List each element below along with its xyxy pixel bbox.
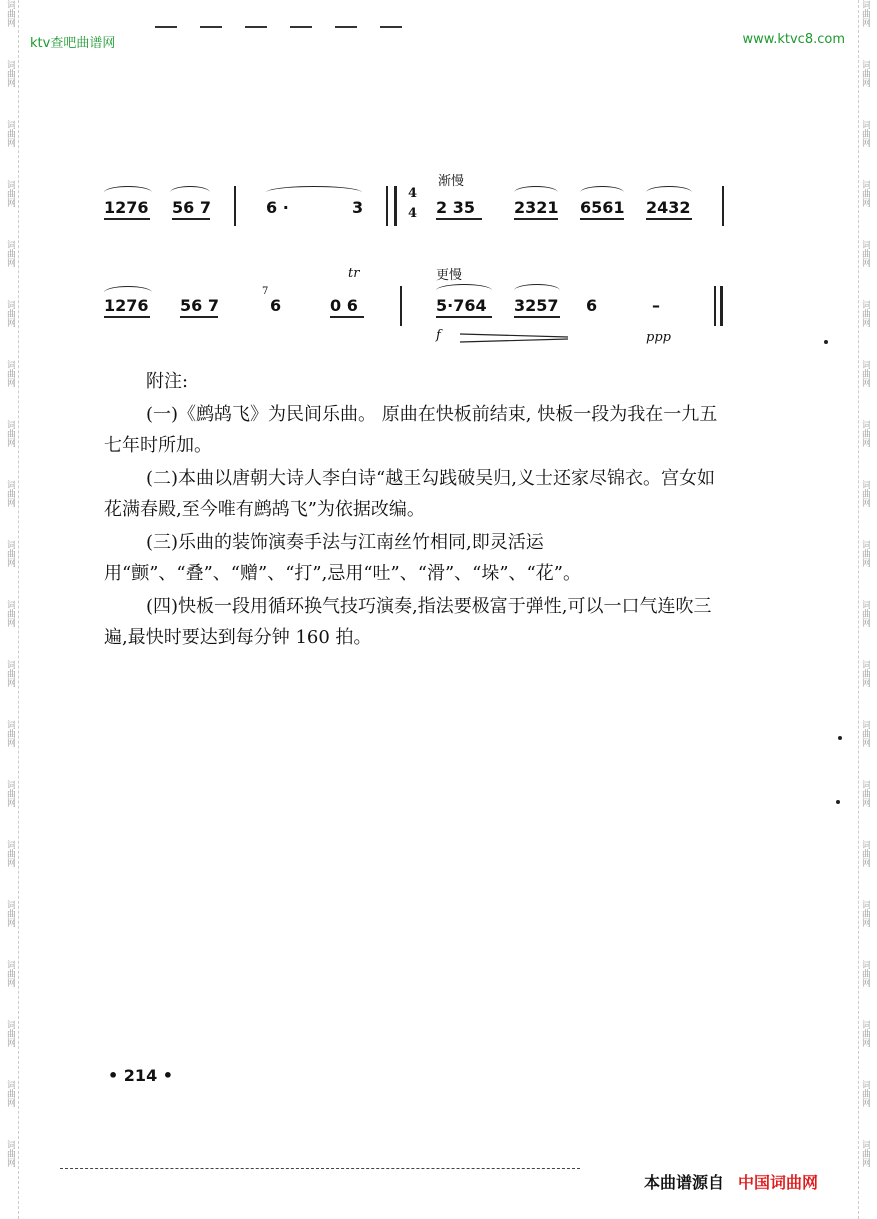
note-group: 56 7 [180, 296, 219, 315]
speck [836, 800, 840, 804]
note-group: 5·764 [436, 296, 487, 315]
side-mark: 词曲网 [5, 120, 15, 147]
speck [824, 340, 828, 344]
side-mark: 词曲网 [860, 1020, 870, 1047]
tempo-mark-gengman: 更慢 [436, 268, 463, 283]
side-mark: 词曲网 [860, 1080, 870, 1107]
side-mark: 词曲网 [860, 120, 870, 147]
footer-rule [60, 1168, 580, 1169]
note-group: 6561 [580, 198, 625, 217]
note-group: 0 6 [330, 296, 358, 315]
note: 3 [352, 198, 364, 217]
side-mark: 词曲网 [5, 540, 15, 567]
note: 6 [270, 296, 282, 315]
final-barline [714, 286, 716, 326]
source-label: 本曲谱源自 [644, 1173, 725, 1192]
tr-mark: tr [348, 266, 360, 281]
side-mark: 词曲网 [860, 600, 870, 627]
note-group: 2432 [646, 198, 691, 217]
side-mark: 词曲网 [860, 300, 870, 327]
side-mark: 词曲网 [5, 240, 15, 267]
side-mark: 词曲网 [5, 840, 15, 867]
side-mark: 词曲网 [860, 240, 870, 267]
note-item-3: (三)乐曲的装饰演奏手法与江南丝竹相同,即灵活运用“颤”、“叠”、“赠”、“打”,忌用“吐”、“滑”、“垛”、“花”。 [104, 532, 581, 584]
note: 6 · [266, 198, 289, 217]
tempo-mark-jianman: 渐慢 [438, 174, 465, 189]
side-mark: 词曲网 [860, 660, 870, 687]
beam [104, 316, 150, 318]
side-mark: 词曲网 [860, 1140, 870, 1167]
note: 6 [586, 296, 598, 315]
side-mark: 词曲网 [5, 420, 15, 447]
side-mark: 词曲网 [5, 960, 15, 987]
side-mark: 词曲网 [860, 420, 870, 447]
beam [514, 316, 560, 318]
note-group: 3257 [514, 296, 559, 315]
side-mark: 词曲网 [860, 60, 870, 87]
note-group: 2 35 [436, 198, 475, 217]
beam [180, 316, 218, 318]
page-number: • 214 • [108, 1066, 173, 1085]
side-mark: 词曲网 [5, 1020, 15, 1047]
side-mark: 词曲网 [5, 360, 15, 387]
side-mark: 词曲网 [860, 960, 870, 987]
note-item-1: (一)《鹧鸪飞》为民间乐曲。 原曲在快板前结束, 快板一段为我在一九五七年时所加。 [104, 404, 718, 456]
dynamic-f: f [436, 328, 441, 343]
side-mark: 词曲网 [5, 180, 15, 207]
side-mark: 词曲网 [860, 720, 870, 747]
watermark-left[interactable]: ktv查吧曲谱网 [30, 36, 116, 51]
side-mark: 词曲网 [860, 840, 870, 867]
time-sig-bottom: 4 [408, 206, 418, 221]
side-mark: 词曲网 [5, 480, 15, 507]
grace-note: 7 [262, 286, 269, 297]
time-sig-top: 4 [408, 186, 418, 201]
side-mark: 词曲网 [5, 1140, 15, 1167]
final-barline [720, 286, 723, 326]
side-mark: 词曲网 [5, 720, 15, 747]
side-mark: 词曲网 [5, 0, 15, 27]
note-item-4: (四)快板一段用循环换气技巧演奏,指法要极富于弹性,可以一口气连吹三遍,最快时要达到每分钟 160 拍。 [104, 596, 712, 648]
speck [838, 736, 842, 740]
notes-heading: 附注: [146, 371, 189, 392]
score-row-2 [0, 0, 877, 360]
decrescendo-hairpin [460, 332, 570, 344]
side-mark: 词曲网 [5, 60, 15, 87]
dynamic-ppp: ppp [646, 330, 671, 345]
side-mark: 词曲网 [5, 300, 15, 327]
side-mark: 词曲网 [860, 780, 870, 807]
note-item-2: (二)本曲以唐朝大诗人李白诗“越王勾践破吴归,义士还家尽锦衣。宫女如花满春殿,至今唯有鹧鸪飞”为依据改编。 [104, 468, 715, 520]
side-mark: 词曲网 [860, 540, 870, 567]
footer-source [644, 1170, 818, 1193]
side-mark: 词曲网 [5, 660, 15, 687]
side-mark: 词曲网 [860, 180, 870, 207]
barline [400, 286, 402, 326]
watermark-right[interactable]: www.ktvc8.com [742, 32, 845, 47]
beam [436, 316, 492, 318]
dash: – [652, 296, 660, 315]
side-mark: 词曲网 [860, 0, 870, 27]
note-group: 2321 [514, 198, 559, 217]
side-mark: 词曲网 [5, 600, 15, 627]
side-mark: 词曲网 [860, 480, 870, 507]
annotation-notes [104, 366, 724, 655]
side-mark: 词曲网 [5, 780, 15, 807]
note-group: 1276 [104, 198, 149, 217]
side-mark: 词曲网 [860, 360, 870, 387]
side-mark: 词曲网 [5, 1080, 15, 1107]
side-mark: 词曲网 [860, 900, 870, 927]
source-site-link[interactable]: 中国词曲网 [738, 1173, 819, 1192]
side-mark: 词曲网 [5, 900, 15, 927]
beam [330, 316, 364, 318]
note-group: 1276 [104, 296, 149, 315]
note-group: 56 7 [172, 198, 211, 217]
